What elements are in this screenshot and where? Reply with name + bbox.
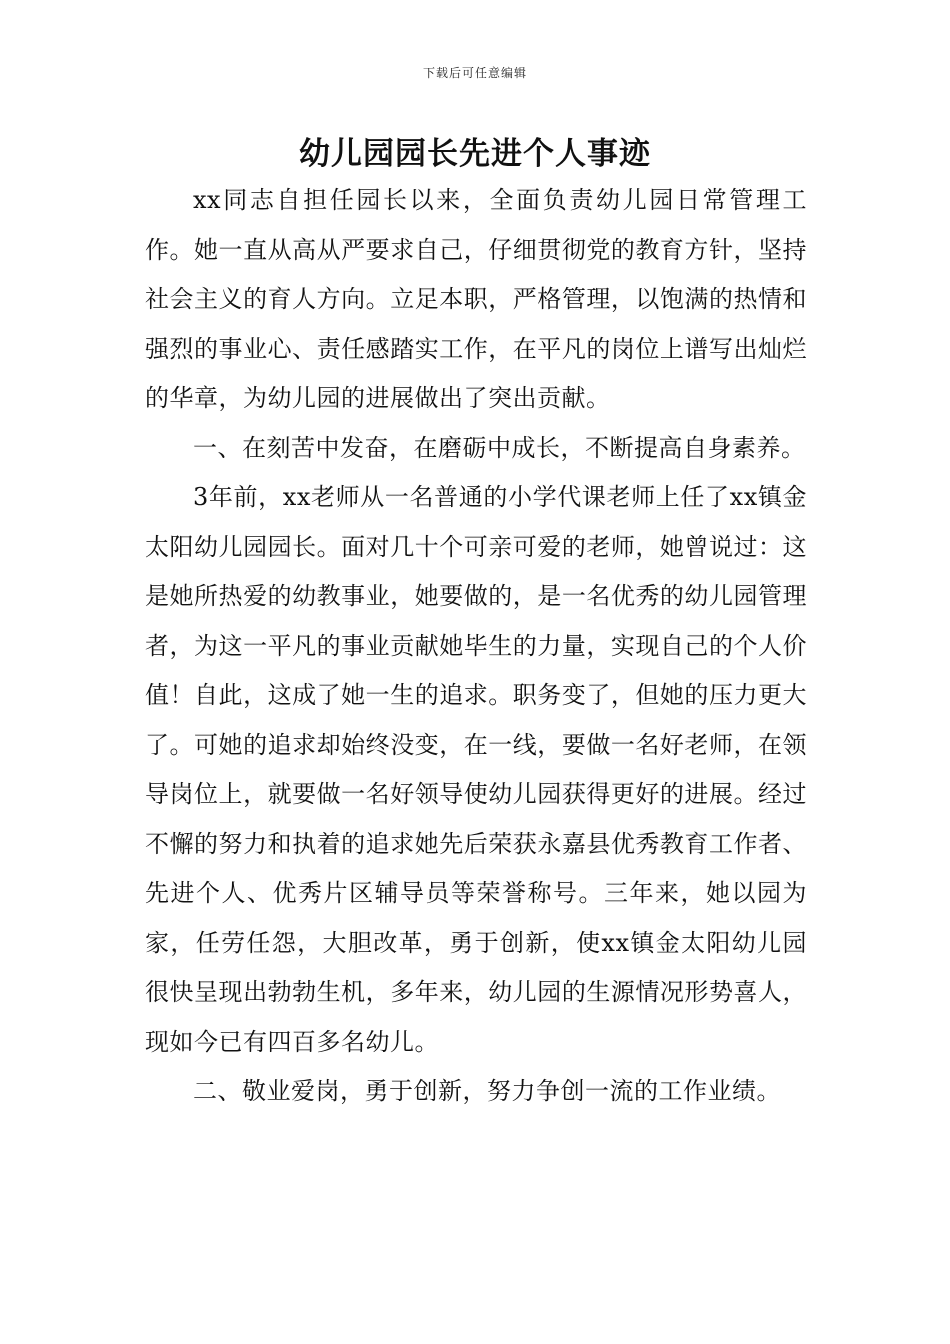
paragraph-section-one-body: 3年前，xx老师从一名普通的小学代课老师上任了xx镇金太阳幼儿园园长。面对几十个可亲可爱的老师，她曾说过：这是她所热爱的幼教事业，她要做的，是一名优秀的幼儿园管理者，为这一平凡的事业贡献她毕生的力量，实现自己的个人价值！自此，这成了她一生的追求。职务变了，但她的压力更大了。可她的追求却始终没变，在一线，要做一名好老师，在领导岗位上，就要做一名好领导使幼儿园获得更好的进展。经过不懈的努力和执着的追求她先后荣获永嘉县优秀教育工作者、先进个人、优秀片区辅导员等荣誉称号。三年来，她以园为家，任劳任怨，大胆改革，勇于创新，使xx镇金太阳幼儿园很快呈现出勃勃生机，多年来，幼儿园的生源情况形势喜人，现如今已有四百多名幼儿。 bbox=[145, 483, 807, 1056]
paragraph-section-two-heading: 二、敬业爱岗，勇于创新，努力争创一流的工作业绩。 bbox=[193, 1077, 781, 1105]
document-title: 幼儿园园长先进个人事迹 bbox=[299, 136, 651, 172]
paragraph-section-one-heading: 一、在刻苦中发奋，在磨砺中成长，不断提高自身素养。 bbox=[193, 433, 806, 462]
paragraph-intro: xx同志自担任园长以来，全面负责幼儿园日常管理工作。她一直从高从严要求自己，仔细贯彻党的教育方针，坚持社会主义的育人方向。立足本职，严格管理，以饱满的热情和强烈的事业心、责任感踏实工作，在平凡的岗位上谱写出灿烂的华章，为幼儿园的进展做出了突出贡献。 bbox=[145, 186, 807, 412]
document-body bbox=[145, 176, 807, 1117]
header-note: 下载后可任意编辑 bbox=[422, 66, 527, 80]
